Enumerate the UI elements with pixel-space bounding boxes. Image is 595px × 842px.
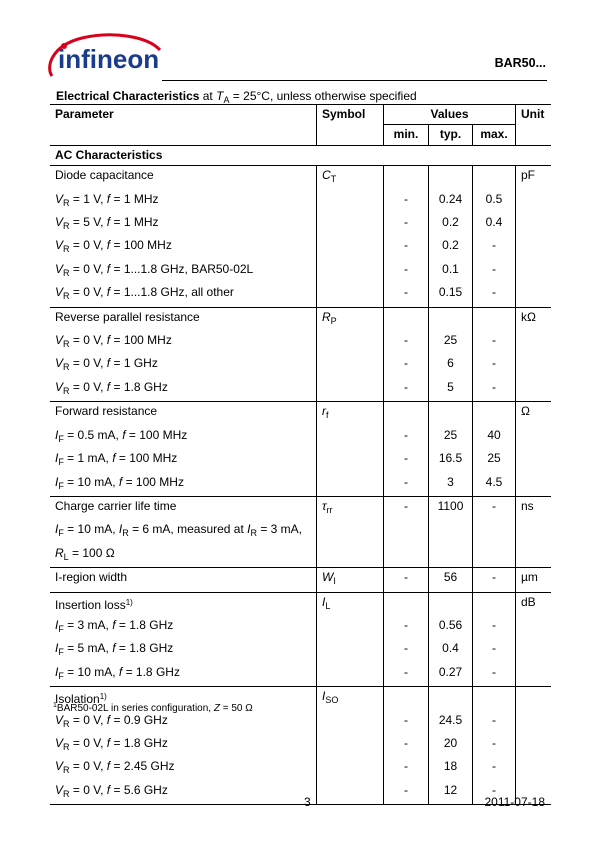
unit: µm bbox=[516, 568, 552, 592]
table-row: $I_F = 0.5$ mA, f = 100 MHz - 25 40 bbox=[50, 426, 551, 449]
condition: $I_F = 10$ mA, f = 1.8 GHz bbox=[55, 664, 180, 681]
table-row bbox=[50, 307, 551, 331]
table-row bbox=[50, 166, 551, 190]
header-rule bbox=[162, 80, 547, 81]
table-row bbox=[50, 402, 551, 426]
symbol: $I_L$ bbox=[317, 592, 384, 616]
table-row: $I_F = 10$ mA, f = 100 MHz - 3 4.5 bbox=[50, 473, 551, 497]
symbol: $\tau_{rr}$ bbox=[317, 496, 384, 520]
param-title: Forward resistance bbox=[50, 402, 317, 426]
svg-text:infineon: infineon bbox=[58, 44, 160, 74]
table-subheader-row bbox=[50, 125, 551, 145]
header-symbol: Symbol bbox=[317, 105, 384, 125]
param-title: Charge carrier life time bbox=[50, 496, 317, 520]
param-title: Reverse parallel resistance bbox=[50, 307, 317, 331]
table-row: $V_R = 0$ V, f = 0.9 GHz - 24.5 - bbox=[50, 711, 551, 734]
condition: $V_R = 0$ V, f = 1...1.8 GHz, BAR50-02L bbox=[55, 261, 254, 278]
table-row: $V_R = 0$ V, f = 1...1.8 GHz, BAR50-02L - 0.1 - bbox=[50, 260, 551, 283]
condition: $I_F = 5$ mA, f = 1.8 GHz bbox=[55, 641, 174, 658]
condition: $V_R = 0$ V, f = 1...1.8 GHz, all other bbox=[55, 285, 234, 302]
condition: $V_R = 0$ V, f = 100 MHz bbox=[55, 333, 172, 350]
condition: $V_R = 5$ V, f = 1 MHz bbox=[55, 215, 159, 232]
document-date: 2011-07-18 bbox=[484, 795, 545, 809]
section-row bbox=[50, 145, 551, 165]
unit: ns bbox=[516, 496, 552, 520]
header-min: min. bbox=[384, 125, 429, 145]
unit: pF bbox=[516, 166, 552, 190]
table-row: Charge carrier life time $\tau_{rr}$ - 1100 - ns bbox=[50, 496, 551, 520]
condition: $I_F = 3$ mA, f = 1.8 GHz bbox=[55, 617, 174, 634]
condition: $V_R = 0$ V, f = 1 GHz bbox=[55, 356, 158, 373]
table-row: $V_R = 0$ V, f = 100 MHz - 25 - bbox=[50, 331, 551, 354]
condition: $V_R = 0$ V, f = 0.9 GHz bbox=[55, 712, 168, 729]
table-row bbox=[50, 520, 551, 543]
table-row bbox=[50, 592, 551, 616]
table-header-row bbox=[50, 105, 551, 125]
param-title: I-region width bbox=[50, 568, 317, 592]
header-parameter: Parameter bbox=[50, 105, 317, 125]
table-row: $V_R = 0$ V, f = 5.6 GHz - 12 - bbox=[50, 781, 551, 805]
condition: $I_F = 10$ mA, f = 100 MHz bbox=[55, 474, 184, 491]
table-row: $I_F = 10$ mA, f = 1.8 GHz - 0.27 - bbox=[50, 663, 551, 687]
condition: $I_F = 1$ mA, f = 100 MHz bbox=[55, 451, 178, 468]
condition: $V_R = 0$ V, f = 1.8 GHz bbox=[55, 379, 168, 396]
section-title: AC Characteristics bbox=[50, 145, 551, 165]
condition: $I_F = 10$ mA, $I_R = 6$ mA, measured at $I_R = 3$ mA, bbox=[55, 522, 303, 539]
table-row: $V_R = 0$ V, f = 1 GHz - 6 - bbox=[50, 354, 551, 377]
condition: $V_R = 0$ V, f = 1.8 GHz bbox=[55, 735, 168, 752]
symbol: $I_{SO}$ bbox=[317, 687, 384, 711]
table-row: $V_R = 0$ V, f = 2.45 GHz - 18 - bbox=[50, 757, 551, 780]
symbol: $W_I$ bbox=[317, 568, 384, 592]
param-title: Diode capacitance bbox=[50, 166, 317, 190]
unit: kΩ bbox=[516, 307, 552, 331]
table-caption: Electrical Characteristics at $T_A = 25^\circ C$, unless otherwise specified bbox=[56, 89, 417, 105]
infineon-logo bbox=[42, 32, 166, 82]
table-row: $I_F = 3$ mA, f = 1.8 GHz - 0.56 - bbox=[50, 616, 551, 639]
table-row: $V_R = 0$ V, f = 1...1.8 GHz, all other - 0.15 - bbox=[50, 283, 551, 307]
table-row: $V_R = 1$ V, f = 1 MHz - 0.24 0.5 bbox=[50, 190, 551, 213]
condition: $I_F = 0.5$ mA, f = 100 MHz bbox=[55, 427, 188, 444]
table-row: $I_F = 1$ mA, f = 100 MHz - 16.5 25 bbox=[50, 449, 551, 472]
unit: dB bbox=[516, 592, 552, 616]
page-number: 3 bbox=[304, 795, 311, 809]
condition: $R_L = 100$ Ω bbox=[55, 545, 115, 562]
unit: Ω bbox=[516, 402, 552, 426]
footnote: $^1$BAR50-02L in series configuration, Z = 50 Ω bbox=[53, 702, 253, 714]
condition: $V_R = 0$ V, f = 5.6 GHz bbox=[50, 781, 317, 805]
header-unit: Unit bbox=[516, 105, 552, 125]
symbol: $R_P$ bbox=[317, 307, 384, 331]
param-title: Isolation$^{1)}$ bbox=[50, 687, 317, 711]
table-row: $V_R = 0$ V, f = 100 MHz - 0.2 - bbox=[50, 236, 551, 259]
condition: $V_R = 0$ V, f = 2.45 GHz bbox=[55, 759, 175, 776]
part-number: BAR50... bbox=[494, 56, 546, 70]
condition: $V_R = 0$ V, f = 100 MHz bbox=[55, 238, 172, 255]
header-typ: typ. bbox=[429, 125, 473, 145]
table-row: I-region width $W_I$ - 56 - µm bbox=[50, 568, 551, 592]
table-row: $V_R = 5$ V, f = 1 MHz - 0.2 0.4 bbox=[50, 213, 551, 236]
table-row bbox=[50, 544, 551, 568]
ac-characteristics-table bbox=[50, 104, 551, 805]
header-values: Values bbox=[384, 105, 516, 125]
condition: $V_R = 1$ V, f = 1 MHz bbox=[55, 191, 159, 208]
table-row: $V_R = 0$ V, f = 1.8 GHz - 20 - bbox=[50, 734, 551, 757]
table-row: $I_F = 5$ mA, f = 1.8 GHz - 0.4 - bbox=[50, 639, 551, 662]
param-title: Insertion loss$^{1)}$ bbox=[50, 592, 317, 616]
header-max: max. bbox=[473, 125, 516, 145]
symbol: $r_f$ bbox=[317, 402, 384, 426]
symbol: $C_T$ bbox=[317, 166, 384, 190]
table-row: $V_R = 0$ V, f = 1.8 GHz - 5 - bbox=[50, 378, 551, 402]
